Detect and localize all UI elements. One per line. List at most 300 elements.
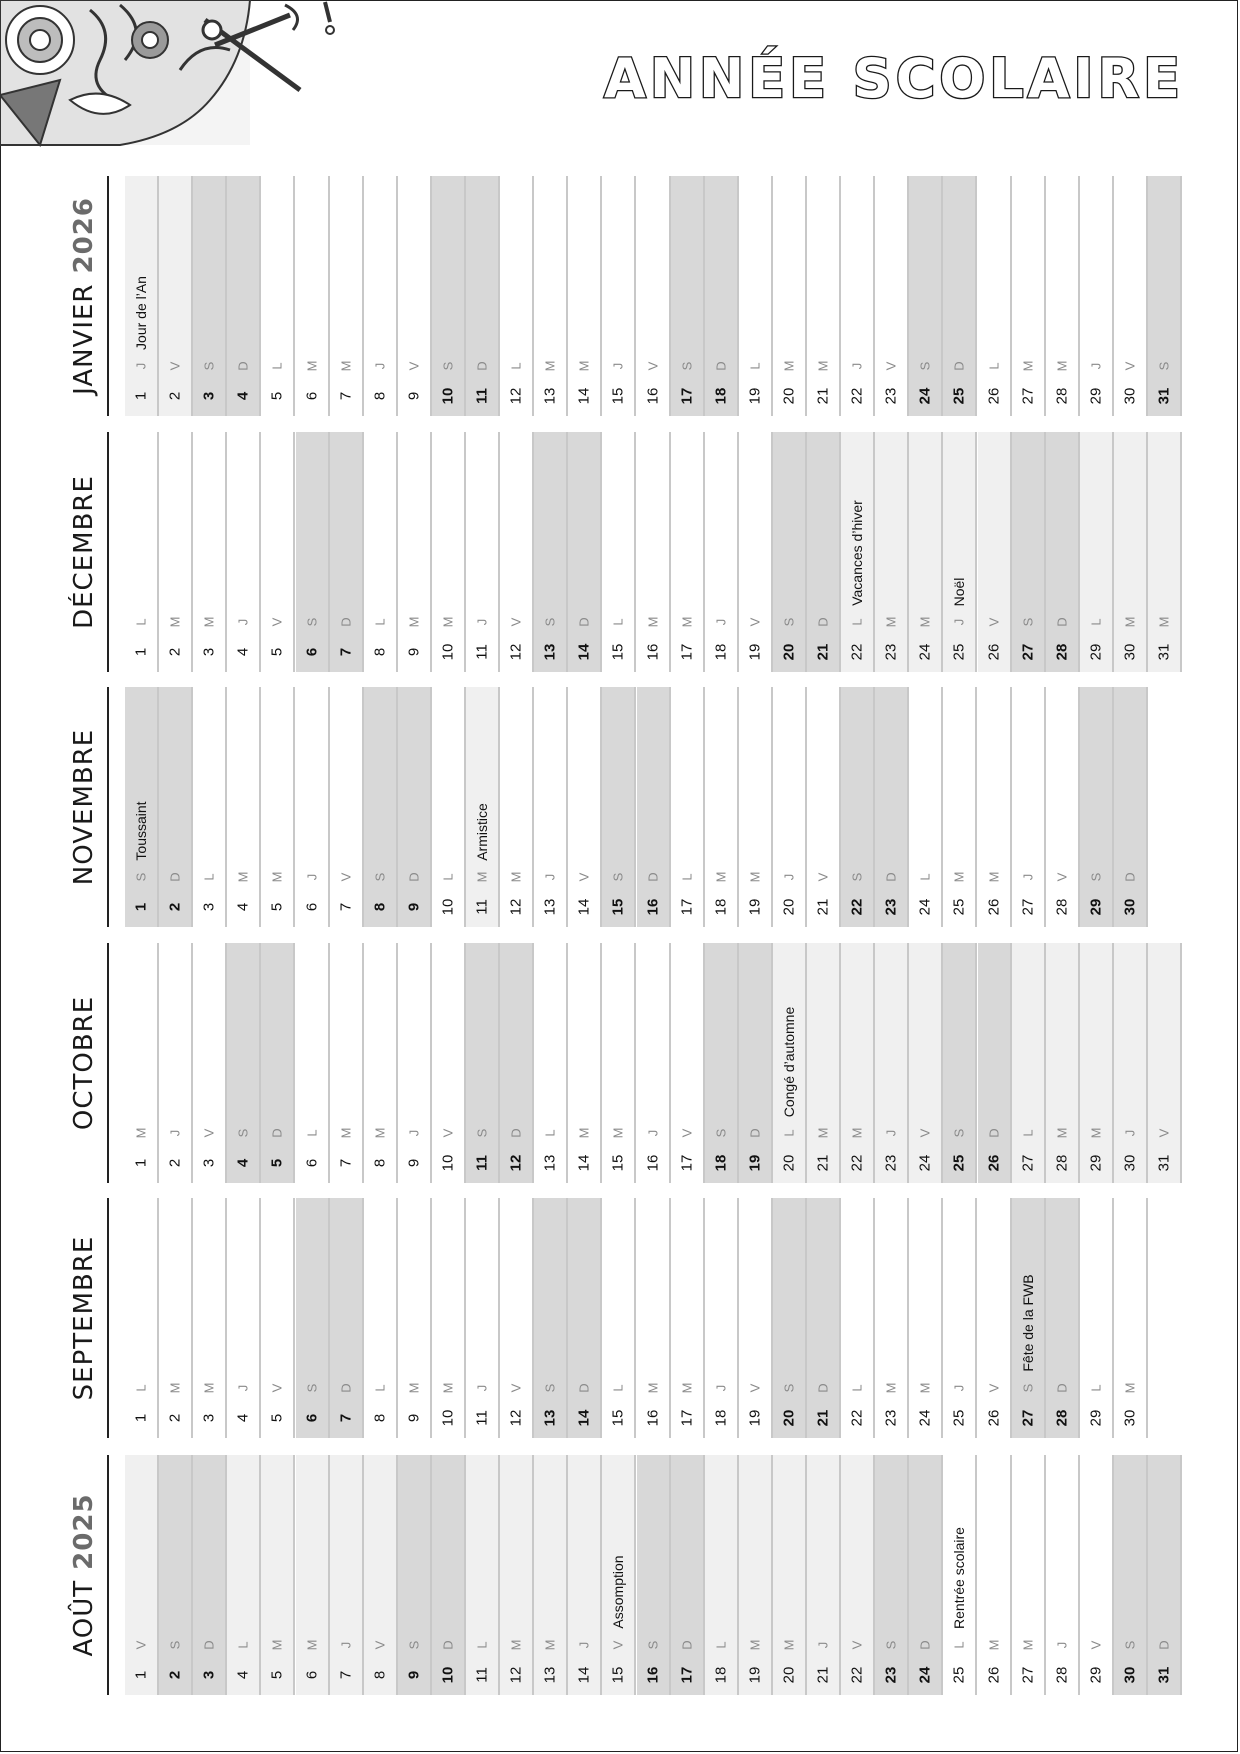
day-cell xyxy=(568,1198,602,1438)
day-number: 4 xyxy=(234,902,252,912)
day-number: 18 xyxy=(712,898,730,916)
day-number: 30 xyxy=(1121,1409,1139,1427)
day-number: 18 xyxy=(712,1666,730,1684)
day-number: 13 xyxy=(541,898,559,916)
weekday-letter: M xyxy=(576,360,592,372)
day-cell xyxy=(773,943,807,1183)
weekday-letter: L xyxy=(679,873,695,881)
day-number: 6 xyxy=(303,1413,321,1423)
day-cell xyxy=(1046,432,1080,672)
day-cell xyxy=(773,1455,807,1695)
day-cell xyxy=(875,687,909,927)
weekday-letter: M xyxy=(372,1127,388,1139)
weekday-letter: M xyxy=(406,616,422,628)
day-cell xyxy=(398,432,432,672)
weekday-letter: D xyxy=(576,1383,592,1393)
weekday-letter: M xyxy=(406,1382,422,1394)
day-cell xyxy=(671,687,705,927)
day-cell xyxy=(466,1198,500,1438)
day-cell xyxy=(1012,943,1046,1183)
weekday-letter: M xyxy=(1054,1127,1070,1139)
day-number: 7 xyxy=(337,1670,355,1680)
day-number: 12 xyxy=(507,643,525,661)
day-number: 21 xyxy=(814,643,832,661)
day-number: 23 xyxy=(882,898,900,916)
day-number: 28 xyxy=(1053,387,1071,405)
month-divider xyxy=(107,687,109,927)
weekday-letter: D xyxy=(1054,1383,1070,1393)
weekday-letter: D xyxy=(815,1383,831,1393)
day-number: 21 xyxy=(814,898,832,916)
day-cell xyxy=(159,943,193,1183)
day-cell xyxy=(330,176,364,416)
day-number: 10 xyxy=(439,898,457,916)
day-number: 4 xyxy=(234,647,252,657)
weekday-letter: V xyxy=(1088,1640,1104,1650)
weekday-letter: D xyxy=(1054,617,1070,627)
weekday-letter: M xyxy=(781,360,797,372)
day-cell xyxy=(261,432,295,672)
weekday-letter: M xyxy=(747,1639,763,1651)
day-number: 6 xyxy=(303,902,321,912)
day-number: 7 xyxy=(337,902,355,912)
day-cell xyxy=(1114,1455,1148,1695)
weekday-letter: S xyxy=(542,617,558,627)
day-cell xyxy=(1114,432,1148,672)
weekday-letter: J xyxy=(1054,1641,1070,1649)
day-cell xyxy=(1148,1455,1182,1695)
day-number: 22 xyxy=(848,1154,866,1172)
day-number: 20 xyxy=(780,387,798,405)
day-number: 23 xyxy=(882,1409,900,1427)
weekday-letter: S xyxy=(1020,617,1036,627)
weekday-letter: D xyxy=(338,1383,354,1393)
day-number: 29 xyxy=(1087,1409,1105,1427)
weekday-letter: J xyxy=(781,873,797,881)
day-cell xyxy=(773,687,807,927)
weekday-letter: M xyxy=(815,360,831,372)
day-number: 10 xyxy=(439,387,457,405)
day-number: 25 xyxy=(950,1409,968,1427)
day-number: 3 xyxy=(200,1413,218,1423)
day-number: 19 xyxy=(746,1154,764,1172)
weekday-letter: J xyxy=(167,1129,183,1137)
weekday-letter: J xyxy=(713,618,729,626)
day-cell xyxy=(398,1455,432,1695)
day-cell xyxy=(261,1455,295,1695)
weekday-letter: M xyxy=(542,360,558,372)
day-number: 17 xyxy=(678,643,696,661)
weekday-letter: V xyxy=(1156,1128,1172,1138)
day-number: 6 xyxy=(303,647,321,657)
month-year: 2026 xyxy=(69,197,99,274)
day-number: 15 xyxy=(609,1154,627,1172)
day-number: 2 xyxy=(166,1670,184,1680)
weekday-letter: M xyxy=(713,871,729,883)
weekday-letter: S xyxy=(883,1640,899,1650)
day-number: 7 xyxy=(337,1158,355,1168)
weekday-letter: S xyxy=(645,1640,661,1650)
day-number: 4 xyxy=(234,1670,252,1680)
day-number: 28 xyxy=(1053,898,1071,916)
weekday-letter: M xyxy=(1088,1127,1104,1139)
day-cell xyxy=(1080,943,1114,1183)
day-number: 20 xyxy=(780,1154,798,1172)
day-cell xyxy=(739,176,773,416)
day-cell xyxy=(364,1198,398,1438)
day-number: 11 xyxy=(473,899,491,915)
day-cell xyxy=(773,1198,807,1438)
weekday-letter: D xyxy=(576,617,592,627)
weekday-letter: L xyxy=(474,1641,490,1649)
weekday-letter: J xyxy=(474,618,490,626)
weekday-letter: M xyxy=(201,616,217,628)
day-cell xyxy=(978,176,1012,416)
day-cell xyxy=(227,176,261,416)
day-cell xyxy=(227,1198,261,1438)
day-number: 12 xyxy=(507,1409,525,1427)
weekday-letter: V xyxy=(815,872,831,882)
day-number: 1 xyxy=(132,902,150,912)
day-number: 12 xyxy=(507,1154,525,1172)
day-cell xyxy=(1114,687,1148,927)
month-title xyxy=(69,1236,99,1401)
day-cell xyxy=(1012,1198,1046,1438)
day-number: 13 xyxy=(541,643,559,661)
weekday-letter: L xyxy=(304,1129,320,1137)
day-cell xyxy=(841,176,875,416)
month-title xyxy=(69,729,99,885)
weekday-letter: V xyxy=(679,1128,695,1138)
day-cell xyxy=(1080,1455,1114,1695)
day-cell xyxy=(671,1455,705,1695)
day-number: 12 xyxy=(507,1666,525,1684)
day-cell xyxy=(364,1455,398,1695)
day-number: 20 xyxy=(780,898,798,916)
day-number: 3 xyxy=(200,1158,218,1168)
weekday-letter: L xyxy=(235,1641,251,1649)
day-cell xyxy=(261,687,295,927)
day-cell xyxy=(807,687,841,927)
day-number: 21 xyxy=(814,1154,832,1172)
day-number: 30 xyxy=(1121,1154,1139,1172)
day-cell xyxy=(739,687,773,927)
day-number: 4 xyxy=(234,1158,252,1168)
day-event-label: Fête de la FWB xyxy=(1019,1274,1036,1372)
day-cell xyxy=(943,1198,977,1438)
day-cell xyxy=(637,176,671,416)
day-number: 10 xyxy=(439,1409,457,1427)
day-number: 11 xyxy=(473,388,491,404)
day-number: 14 xyxy=(575,898,593,916)
month-divider xyxy=(107,432,109,672)
weekday-letter: L xyxy=(440,873,456,881)
day-number: 8 xyxy=(371,1413,389,1423)
day-number: 5 xyxy=(268,1158,286,1168)
day-number: 8 xyxy=(371,647,389,657)
weekday-letter: S xyxy=(849,872,865,882)
day-cell xyxy=(841,1198,875,1438)
month-name: NOVEMBRE xyxy=(69,728,99,886)
weekday-letter: D xyxy=(167,872,183,882)
day-cell xyxy=(534,687,568,927)
weekday-letter: L xyxy=(1088,618,1104,626)
weekday-letter: D xyxy=(508,1128,524,1138)
day-number: 16 xyxy=(644,387,662,405)
day-cell xyxy=(705,943,739,1183)
day-cell xyxy=(227,943,261,1183)
weekday-letter: D xyxy=(474,361,490,371)
weekday-letter: M xyxy=(951,871,967,883)
weekday-letter: S xyxy=(679,361,695,371)
day-number: 11 xyxy=(473,644,491,660)
day-number: 1 xyxy=(132,391,150,401)
day-number: 28 xyxy=(1053,1666,1071,1684)
day-number: 29 xyxy=(1087,1154,1105,1172)
day-number: 23 xyxy=(882,643,900,661)
month-name: AOÛT xyxy=(69,1579,99,1657)
day-cell xyxy=(296,1455,330,1695)
weekday-letter: V xyxy=(133,1640,149,1650)
day-cell xyxy=(875,432,909,672)
day-number: 13 xyxy=(541,1154,559,1172)
day-number: 17 xyxy=(678,1154,696,1172)
weekday-letter: J xyxy=(1122,1129,1138,1137)
day-number: 31 xyxy=(1155,387,1173,405)
day-cell xyxy=(705,687,739,927)
day-number: 18 xyxy=(712,643,730,661)
weekday-letter: J xyxy=(951,618,967,626)
day-cell xyxy=(125,1455,159,1695)
day-number: 9 xyxy=(405,902,423,912)
weekday-letter: M xyxy=(1122,1382,1138,1394)
weekday-letter: J xyxy=(372,362,388,370)
weekday-letter: M xyxy=(338,1127,354,1139)
day-number: 26 xyxy=(985,898,1003,916)
day-cell xyxy=(637,1198,671,1438)
weekday-letter: D xyxy=(679,1640,695,1650)
weekday-letter: M xyxy=(440,1382,456,1394)
day-cell xyxy=(841,1455,875,1695)
day-number: 16 xyxy=(644,643,662,661)
weekday-letter: V xyxy=(986,617,1002,627)
day-cell xyxy=(943,432,977,672)
day-cell xyxy=(841,687,875,927)
day-number: 15 xyxy=(609,1666,627,1684)
month-divider xyxy=(107,943,109,1183)
day-cell xyxy=(807,1455,841,1695)
day-number: 15 xyxy=(609,898,627,916)
month-name: SEPTEMBRE xyxy=(69,1235,99,1401)
weekday-letter: S xyxy=(304,617,320,627)
day-cell xyxy=(398,1198,432,1438)
day-number: 24 xyxy=(916,1666,934,1684)
day-number: 16 xyxy=(644,1666,662,1684)
weekday-letter: S xyxy=(713,1128,729,1138)
day-number: 13 xyxy=(541,1409,559,1427)
weekday-letter: D xyxy=(986,1128,1002,1138)
day-number: 6 xyxy=(303,1158,321,1168)
weekday-letter: S xyxy=(781,617,797,627)
day-number: 19 xyxy=(746,643,764,661)
day-number: 24 xyxy=(916,643,934,661)
day-cell xyxy=(909,1198,943,1438)
day-event-label: Toussaint xyxy=(133,801,150,861)
day-number: 28 xyxy=(1053,1154,1071,1172)
day-number: 27 xyxy=(1019,1154,1037,1172)
weekday-letter: S xyxy=(201,361,217,371)
day-cell xyxy=(637,1455,671,1695)
weekday-letter: L xyxy=(133,618,149,626)
day-cell xyxy=(671,1198,705,1438)
day-number: 19 xyxy=(746,387,764,405)
day-cell xyxy=(193,176,227,416)
day-cell xyxy=(125,176,159,416)
weekday-letter: L xyxy=(201,873,217,881)
weekday-letter: J xyxy=(645,1129,661,1137)
day-cell xyxy=(227,687,261,927)
day-number: 9 xyxy=(405,647,423,657)
month-divider xyxy=(107,1198,109,1438)
day-event-label: Assomption xyxy=(610,1555,627,1629)
weekday-letter: M xyxy=(167,1382,183,1394)
month-title xyxy=(69,1493,99,1656)
month-title xyxy=(69,197,99,395)
weekday-letter: M xyxy=(542,1639,558,1651)
day-number: 1 xyxy=(132,1413,150,1423)
day-number: 29 xyxy=(1087,898,1105,916)
day-cell xyxy=(568,687,602,927)
weekday-letter: L xyxy=(508,362,524,370)
day-number: 30 xyxy=(1121,643,1139,661)
weekday-letter: M xyxy=(576,1127,592,1139)
day-number: 5 xyxy=(268,391,286,401)
weekday-letter: M xyxy=(1122,616,1138,628)
day-number: 25 xyxy=(950,643,968,661)
weekday-letter: L xyxy=(542,1129,558,1137)
day-cell xyxy=(909,432,943,672)
day-cell xyxy=(1080,1198,1114,1438)
day-number: 2 xyxy=(166,1158,184,1168)
day-cell xyxy=(193,1455,227,1695)
day-cell xyxy=(534,1198,568,1438)
day-number: 10 xyxy=(439,1666,457,1684)
day-number: 30 xyxy=(1121,898,1139,916)
weekday-letter: J xyxy=(713,1384,729,1392)
day-cell xyxy=(1046,687,1080,927)
day-number: 14 xyxy=(575,1154,593,1172)
weekday-letter: M xyxy=(133,1127,149,1139)
weekday-letter: L xyxy=(372,1384,388,1392)
weekday-letter: M xyxy=(440,616,456,628)
day-number: 26 xyxy=(985,643,1003,661)
weekday-letter: M xyxy=(645,616,661,628)
weekday-letter: J xyxy=(1020,873,1036,881)
day-number: 7 xyxy=(337,391,355,401)
day-cell xyxy=(875,943,909,1183)
day-number: 26 xyxy=(985,1409,1003,1427)
weekday-letter: D xyxy=(201,1640,217,1650)
day-number: 4 xyxy=(234,1413,252,1423)
day-cell xyxy=(978,1198,1012,1438)
weekday-letter: M xyxy=(679,616,695,628)
weekday-letter: M xyxy=(508,1639,524,1651)
day-number: 12 xyxy=(507,898,525,916)
day-number: 25 xyxy=(950,1154,968,1172)
day-cell xyxy=(364,432,398,672)
day-cell xyxy=(1080,687,1114,927)
day-cell xyxy=(1046,1198,1080,1438)
day-number: 23 xyxy=(882,1154,900,1172)
weekday-letter: L xyxy=(849,618,865,626)
day-cell xyxy=(398,176,432,416)
day-number: 2 xyxy=(166,902,184,912)
day-cell xyxy=(671,176,705,416)
day-number: 2 xyxy=(166,647,184,657)
weekday-letter: J xyxy=(133,362,149,370)
day-number: 6 xyxy=(303,391,321,401)
day-cell xyxy=(261,176,295,416)
day-number: 27 xyxy=(1019,387,1037,405)
day-cell xyxy=(534,176,568,416)
day-cell xyxy=(330,943,364,1183)
weekday-letter: J xyxy=(951,1384,967,1392)
day-number: 25 xyxy=(950,387,968,405)
day-cell xyxy=(364,687,398,927)
day-number: 31 xyxy=(1155,643,1173,661)
day-cell xyxy=(193,432,227,672)
weekday-letter: S xyxy=(1020,1383,1036,1393)
weekday-letter: S xyxy=(1156,361,1172,371)
day-number: 18 xyxy=(712,1409,730,1427)
day-cell xyxy=(1046,943,1080,1183)
day-number: 22 xyxy=(848,387,866,405)
day-number: 5 xyxy=(268,1413,286,1423)
weekday-letter: J xyxy=(542,873,558,881)
day-cell xyxy=(807,1198,841,1438)
day-number: 9 xyxy=(405,1670,423,1680)
weekday-letter: V xyxy=(269,617,285,627)
month-title xyxy=(69,996,99,1130)
day-cell xyxy=(637,687,671,927)
day-cell xyxy=(466,687,500,927)
day-cell xyxy=(1148,943,1182,1183)
day-number: 7 xyxy=(337,1413,355,1423)
day-number: 26 xyxy=(985,1154,1003,1172)
day-cell xyxy=(943,1455,977,1695)
weekday-letter: L xyxy=(849,1384,865,1392)
weekday-letter: M xyxy=(508,871,524,883)
day-cell xyxy=(534,432,568,672)
weekday-letter: D xyxy=(883,872,899,882)
day-cell xyxy=(330,1198,364,1438)
day-cell xyxy=(1148,176,1182,416)
weekday-letter: M xyxy=(304,360,320,372)
day-cell xyxy=(296,687,330,927)
day-cell xyxy=(398,687,432,927)
day-number: 16 xyxy=(644,1154,662,1172)
weekday-letter: S xyxy=(133,872,149,882)
day-cell xyxy=(1114,1198,1148,1438)
day-cell xyxy=(568,432,602,672)
day-number: 22 xyxy=(848,1409,866,1427)
day-cell xyxy=(875,176,909,416)
weekday-letter: M xyxy=(986,1639,1002,1651)
day-number: 24 xyxy=(916,1154,934,1172)
day-cell xyxy=(296,432,330,672)
day-cell xyxy=(568,1455,602,1695)
day-cell xyxy=(1080,176,1114,416)
